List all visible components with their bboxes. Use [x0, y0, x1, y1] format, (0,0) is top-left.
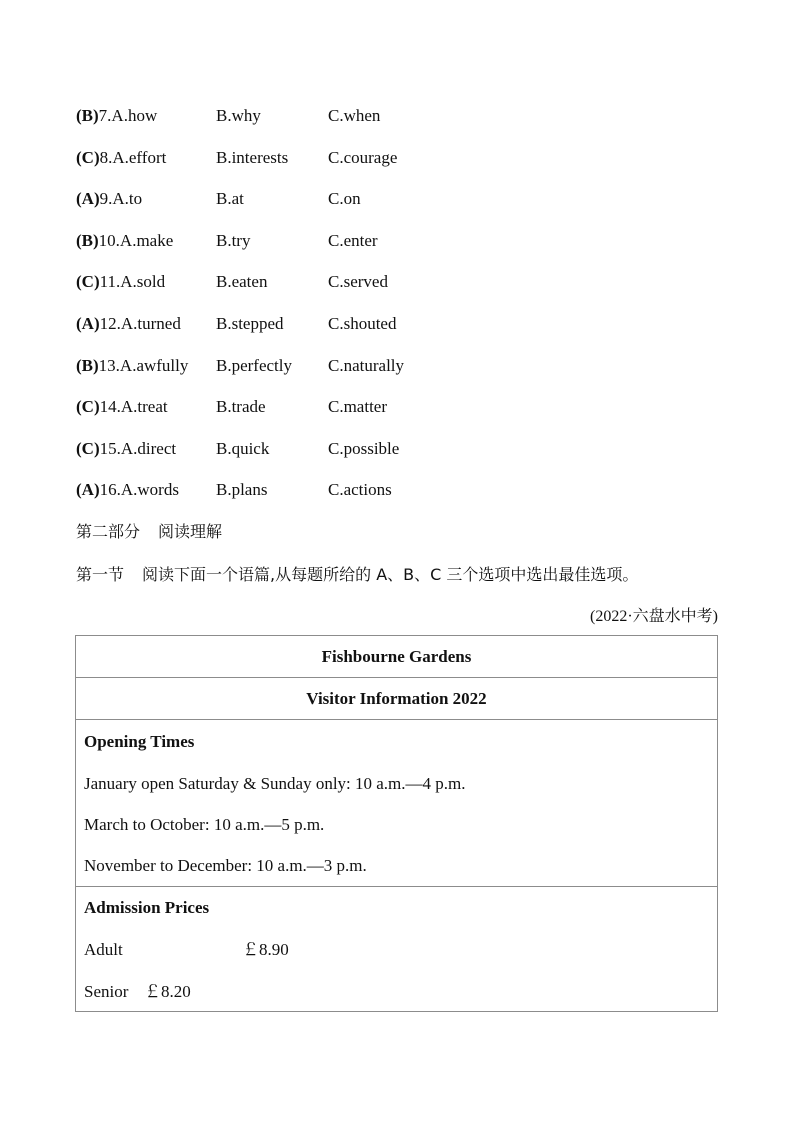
answer-key: (A) [76, 189, 100, 208]
table-subtitle: Visitor Information 2022 [76, 678, 717, 720]
question-11-option-b: B.eaten [216, 272, 268, 291]
option-a-text: 14.A.treat [99, 397, 168, 416]
price-label: Adult [84, 940, 123, 959]
question-10-option-c: C.enter [328, 231, 378, 250]
visitor-info-table [75, 635, 718, 1012]
question-16-option-b: B.plans [216, 480, 268, 499]
question-15-option-c: C.possible [328, 439, 400, 458]
admission-prices-heading: Admission Prices [84, 898, 210, 917]
question-13-option-a [76, 354, 188, 378]
price-value: ￡8.90 [242, 940, 289, 959]
section-one-text: 阅读下面一个语篇,从每题所给的 A、B、C 三个选项中选出最佳选项。 [142, 565, 639, 584]
option-a-text: 11.A.sold [99, 272, 166, 291]
opening-times-heading: Opening Times [84, 732, 195, 751]
question-13-option-b: B.perfectly [216, 356, 292, 375]
question-8-option-b: B.interests [216, 148, 289, 167]
price-value: ￡8.20 [144, 982, 191, 1001]
question-16-option-a [76, 478, 179, 502]
question-10-option-a [76, 229, 173, 253]
opening-times-section [76, 720, 717, 887]
answer-key: (A) [76, 314, 100, 333]
section-one-instruction [76, 562, 638, 588]
answer-key: (B) [76, 106, 99, 125]
question-9-option-a [76, 187, 142, 211]
answer-key: (C) [76, 272, 100, 291]
question-16-option-c: C.actions [328, 480, 392, 499]
question-7-option-b: B.why [216, 106, 261, 125]
question-7-option-c: C.when [328, 106, 381, 125]
opening-times-line: January open Saturday & Sunday only: 10 a.m.—4 p.m. [84, 774, 466, 793]
option-a-text: 12.A.turned [99, 314, 181, 333]
question-11-option-a [76, 270, 165, 294]
admission-prices-section [76, 887, 717, 1011]
price-row-senior [84, 980, 384, 1004]
opening-times-line: March to October: 10 a.m.—5 p.m. [84, 815, 325, 834]
question-8-option-c: C.courage [328, 148, 398, 167]
answer-key: (C) [76, 397, 100, 416]
answer-key: (B) [76, 231, 99, 250]
answer-key: (C) [76, 148, 100, 167]
option-a-text: 9.A.to [99, 189, 143, 208]
source-citation: (2022·六盘水中考) [590, 608, 718, 625]
opening-times-line: November to December: 10 a.m.—3 p.m. [84, 856, 367, 875]
option-a-text: 7.A.how [98, 106, 158, 125]
question-9-option-b: B.at [216, 189, 244, 208]
option-a-text: 15.A.direct [99, 439, 177, 458]
option-a-text: 16.A.words [99, 480, 179, 499]
question-15-option-a [76, 437, 176, 461]
question-7-option-a [76, 104, 157, 128]
price-row-adult [84, 938, 384, 962]
question-14-option-a [76, 395, 168, 419]
part-two-label: 第二部分 [76, 522, 141, 541]
option-a-text: 10.A.make [98, 231, 174, 250]
answer-key: (B) [76, 356, 99, 375]
question-11-option-c: C.served [328, 272, 388, 291]
answer-key: (A) [76, 480, 100, 499]
question-15-option-b: B.quick [216, 439, 270, 458]
question-12-option-b: B.stepped [216, 314, 284, 333]
table-title: Fishbourne Gardens [76, 636, 717, 678]
part-two-heading [76, 519, 222, 545]
question-14-option-b: B.trade [216, 397, 266, 416]
price-label: Senior [84, 982, 129, 1001]
question-10-option-b: B.try [216, 231, 251, 250]
question-12-option-a [76, 312, 181, 336]
section-one-label: 第一节 [76, 565, 125, 584]
part-two-title: 阅读理解 [158, 522, 223, 541]
question-14-option-c: C.matter [328, 397, 388, 416]
question-8-option-a [76, 146, 166, 170]
option-a-text: 13.A.awfully [98, 356, 189, 375]
question-13-option-c: C.naturally [328, 356, 405, 375]
answer-key: (C) [76, 439, 100, 458]
question-12-option-c: C.shouted [328, 314, 397, 333]
question-9-option-c: C.on [328, 189, 361, 208]
option-a-text: 8.A.effort [99, 148, 167, 167]
